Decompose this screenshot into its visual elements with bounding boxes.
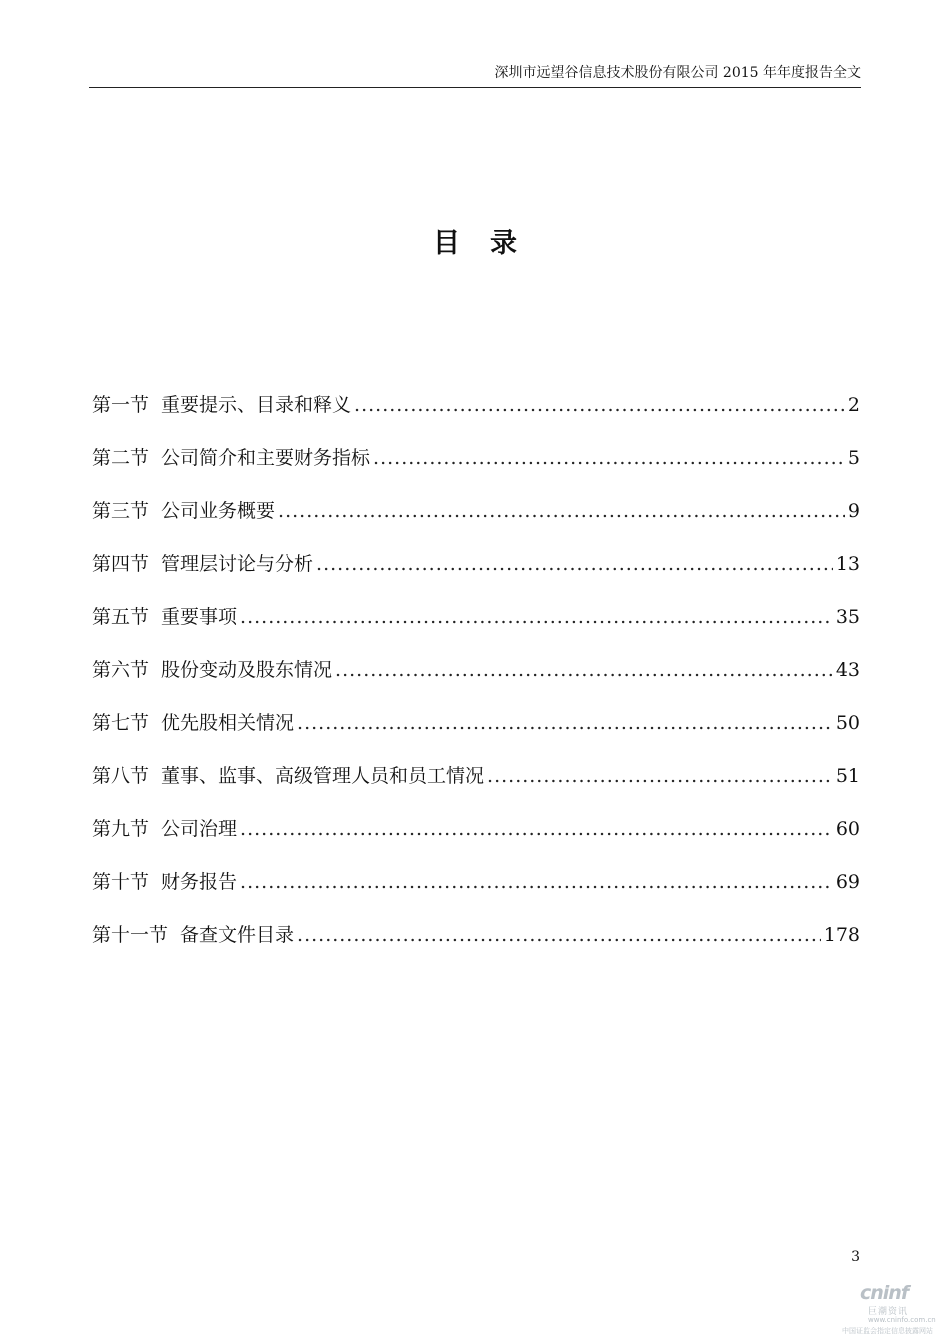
toc-entry-11[interactable] — [92, 920, 860, 973]
watermark-org: 中国证监会指定信息披露网站 — [842, 1327, 933, 1335]
toc-entry-name: 备查文件目录 — [180, 924, 295, 946]
toc-entry-2[interactable] — [92, 443, 860, 496]
toc-entry-page: 9 — [847, 500, 860, 522]
toc-dot-leader — [335, 655, 833, 685]
toc-entry-section: 第十节 — [92, 871, 150, 893]
toc-entry-page: 2 — [847, 394, 860, 416]
toc-entry-page: 60 — [835, 818, 860, 840]
toc-entry-section: 第六节 — [92, 659, 150, 681]
page-number: 3 — [851, 1249, 860, 1265]
header-rule — [89, 87, 861, 88]
toc-dot-leader — [240, 602, 833, 632]
toc-entry-page: 69 — [835, 871, 860, 893]
toc-entry-name: 管理层讨论与分析 — [161, 553, 314, 575]
toc-dot-leader — [240, 867, 833, 897]
cninfo-watermark-logo — [838, 1282, 948, 1340]
watermark-brand: cninf — [860, 1282, 909, 1304]
toc-entry-section: 第九节 — [92, 818, 150, 840]
toc-dot-leader — [487, 761, 833, 791]
toc-entry-page: 43 — [835, 659, 860, 681]
toc-entry-name: 股份变动及股东情况 — [161, 659, 333, 681]
toc-dot-leader — [373, 443, 845, 473]
toc-dot-leader — [240, 814, 833, 844]
toc-entry-name: 董事、监事、高级管理人员和员工情况 — [161, 765, 485, 787]
toc-entry-3[interactable] — [92, 496, 860, 549]
toc-entry-section: 第八节 — [92, 765, 150, 787]
toc-entry-page: 51 — [835, 765, 860, 787]
toc-entry-section: 第五节 — [92, 606, 150, 628]
toc-entry-name: 财务报告 — [161, 871, 238, 893]
toc-entry-page: 178 — [823, 924, 860, 946]
toc-entry-name: 优先股相关情况 — [161, 712, 295, 734]
toc-dot-leader — [278, 496, 845, 526]
toc-entry-name: 公司业务概要 — [161, 500, 276, 522]
toc-dot-leader — [316, 549, 833, 579]
toc-entry-name: 公司治理 — [161, 818, 238, 840]
toc-entry-name: 重要事项 — [161, 606, 238, 628]
toc-entry-section: 第三节 — [92, 500, 150, 522]
toc-entry-7[interactable] — [92, 708, 860, 761]
toc-entry-section: 第四节 — [92, 553, 150, 575]
toc-entry-section: 第二节 — [92, 447, 150, 469]
toc-entry-section: 第十一节 — [92, 924, 169, 946]
toc-entry-8[interactable] — [92, 761, 860, 814]
toc-entry-5[interactable] — [92, 602, 860, 655]
toc-entry-10[interactable] — [92, 867, 860, 920]
toc-entry-4[interactable] — [92, 549, 860, 602]
toc-title: 目录 — [433, 228, 547, 259]
toc-entry-name: 公司简介和主要财务指标 — [161, 447, 371, 469]
toc-entry-name: 重要提示、目录和释义 — [161, 394, 352, 416]
toc-entry-page: 5 — [847, 447, 860, 469]
toc-entry-6[interactable] — [92, 655, 860, 708]
watermark-url: www.cninfo.com.cn — [868, 1316, 936, 1324]
toc-dot-leader — [297, 708, 833, 738]
watermark-name: 巨潮资讯 — [868, 1307, 909, 1317]
running-header: 深圳市远望谷信息技术股份有限公司 2015 年年度报告全文 — [494, 65, 861, 81]
toc-dot-leader — [354, 390, 845, 420]
toc-entry-section: 第七节 — [92, 712, 150, 734]
toc-entry-page: 13 — [835, 553, 860, 575]
toc-entry-9[interactable] — [92, 814, 860, 867]
toc-entry-page: 50 — [835, 712, 860, 734]
toc-entry-1[interactable] — [92, 390, 860, 443]
toc-entry-page: 35 — [835, 606, 860, 628]
toc-dot-leader — [297, 920, 821, 950]
toc-entry-section: 第一节 — [92, 394, 150, 416]
toc-list — [92, 390, 860, 973]
